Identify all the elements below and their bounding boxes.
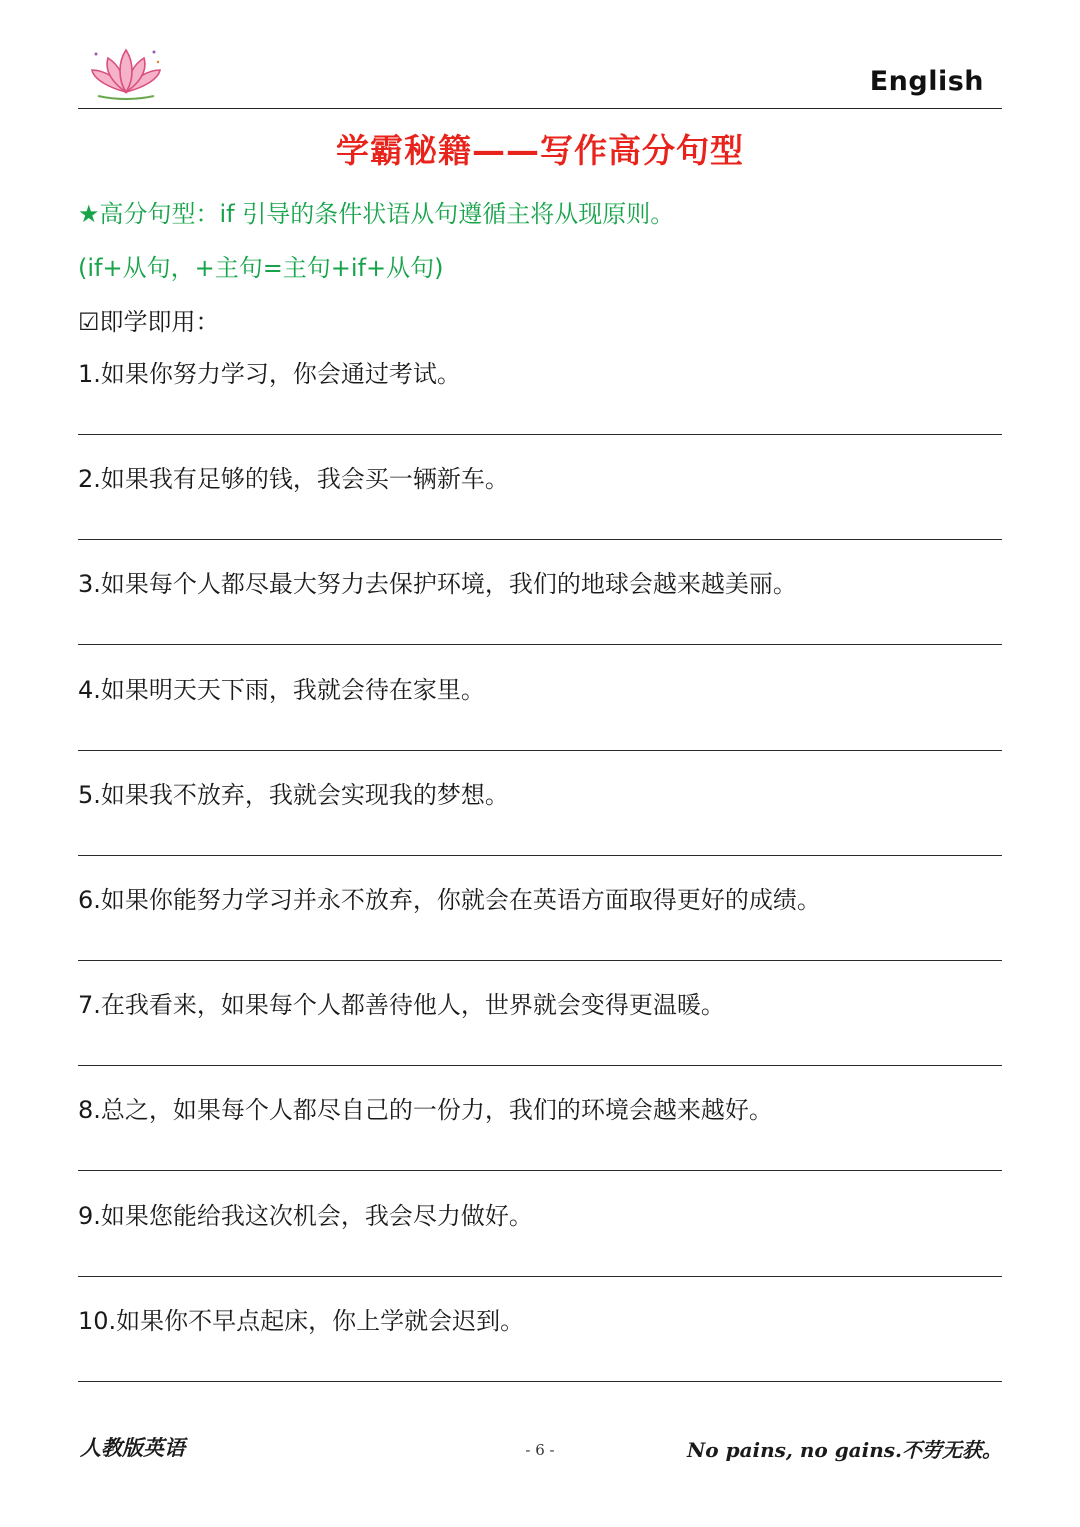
answer-line[interactable] — [78, 539, 1002, 540]
header-english-label: English — [869, 66, 984, 97]
page-title: 学霸秘籍——写作高分句型 — [336, 131, 744, 170]
answer-line[interactable] — [78, 1276, 1002, 1277]
exercise-prompt: 6.如果你能努力学习并永不放弃，你就会在英语方面取得更好的成绩。 — [78, 885, 821, 914]
grammar-rule: ★高分句型：if 引导的条件状语从句遵循主将从现原则。 — [78, 200, 675, 228]
exercise-prompt: 1.如果你努力学习，你会通过考试。 — [78, 360, 461, 388]
answer-line[interactable] — [78, 750, 1002, 751]
exercise-prompt: 10.如果你不早点起床，你上学就会迟到。 — [78, 1306, 525, 1335]
exercise-item — [78, 668, 1002, 773]
exercise-item — [78, 983, 1002, 1088]
exercise-prompt: 8.总之，如果每个人都尽自己的一份力，我们的环境会越来越好。 — [78, 1096, 773, 1125]
grammar-formula: (if+从句，+主句=主句+if+从句) — [78, 254, 444, 282]
exercise-prompt: 9.如果您能给我这次机会，我会尽力做好。 — [78, 1201, 533, 1230]
exercise-item — [78, 457, 1002, 562]
answer-line[interactable] — [78, 1065, 1002, 1066]
exercise-list — [78, 352, 1002, 1404]
answer-line[interactable] — [78, 644, 1002, 645]
exercise-item — [78, 773, 1002, 878]
exercise-item — [78, 878, 1002, 983]
exercise-prompt: 4.如果明天天下雨，我就会待在家里。 — [78, 675, 485, 704]
answer-line[interactable] — [78, 855, 1002, 856]
answer-line[interactable] — [78, 1381, 1002, 1382]
header-divider — [78, 108, 1002, 109]
answer-line[interactable] — [78, 960, 1002, 961]
exercise-prompt: 2.如果我有足够的钱，我会买一辆新车。 — [78, 465, 509, 494]
answer-line[interactable] — [78, 1170, 1002, 1171]
exercise-prompt: 5.如果我不放弃，我就会实现我的梦想。 — [78, 780, 509, 809]
exercise-prompt: 7.在我看来，如果每个人都善待他人，世界就会变得更温暖。 — [78, 991, 725, 1020]
page-number: - 6 - — [525, 1441, 555, 1459]
lotus-icon — [88, 44, 164, 104]
exercise-item — [78, 1194, 1002, 1299]
exercise-prompt: 3.如果每个人都尽最大努力去保护环境，我们的地球会越来越美丽。 — [78, 570, 797, 599]
answer-line[interactable] — [78, 434, 1002, 435]
exercise-item — [78, 1299, 1002, 1404]
exercise-item — [78, 1088, 1002, 1193]
exercise-item — [78, 562, 1002, 667]
exercise-item — [78, 352, 1002, 457]
footer-textbook-label: 人教版英语 — [80, 1435, 185, 1460]
practice-label: ☑即学即用： — [78, 308, 220, 336]
footer-motto: No pains, no gains.不劳无获。 — [687, 1438, 1002, 1462]
